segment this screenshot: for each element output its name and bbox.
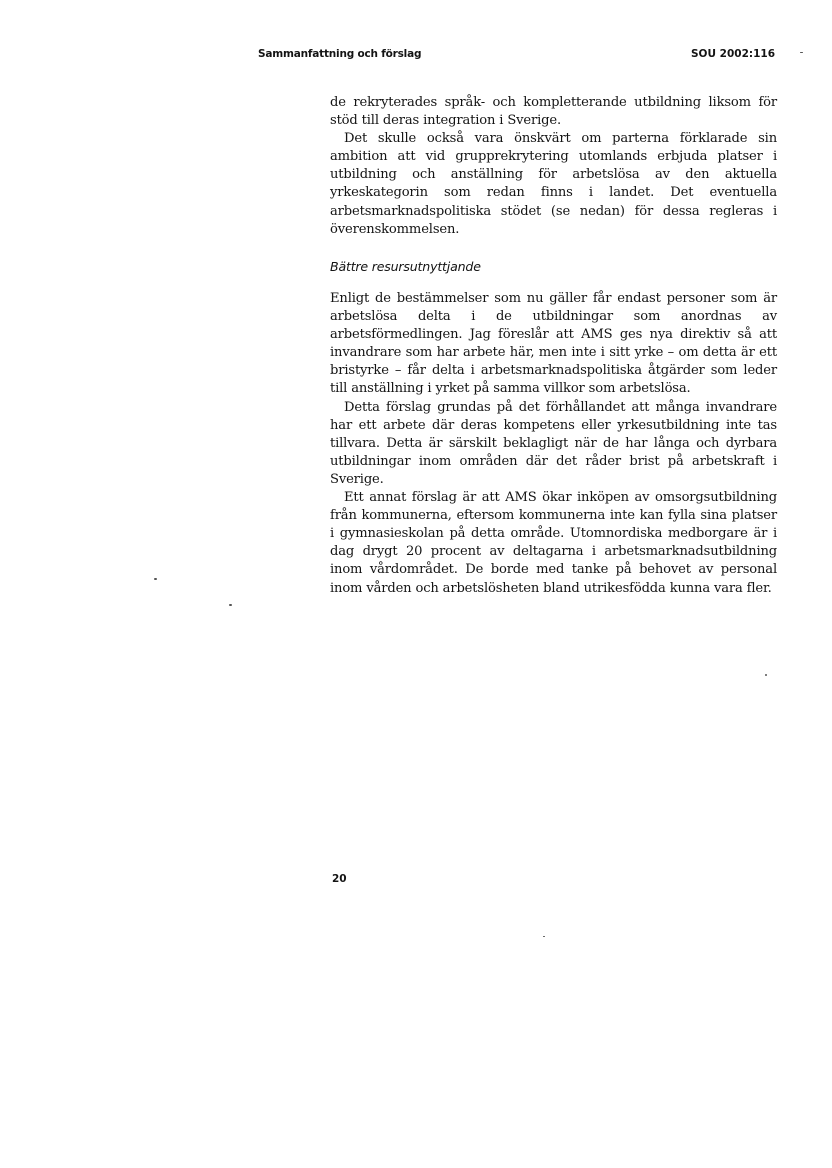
paragraph: Det skulle också vara önskvärt om parterna förklarade sin ambition att vid grupprekrytering utomlands erbjuda platser i utbildning och anställning för arbetslösa av den aktuella yrkeskategorin som redan finns i landet. Det eventuella arbetsmarknadspolitiska stödet (se nedan) för dessa regleras i överenskommelsen. — [330, 131, 777, 237]
scan-speck — [543, 936, 545, 937]
paragraph: Detta förslag grundas på det förhållandet att många invandrare har ett arbete där deras kompetens eller yrkesutbildning inte tas tillvara. Detta är särskilt beklagligt när de har långa och dyrbara utbildningar inom områden där det råder brist på arbetskraft i Sverige. — [330, 399, 777, 487]
scan-speck — [765, 674, 767, 676]
page-number: 20 — [332, 873, 347, 885]
running-header-report-number: SOU 2002:116 — [691, 48, 776, 60]
running-header-title: Sammanfattning och förslag — [258, 48, 422, 60]
text-block-section — [330, 290, 777, 598]
section-heading: Bättre resursutnyttjande — [330, 259, 481, 274]
paragraph: Ett annat förslag är att AMS ökar inköpen av omsorgsutbildning från kommunerna, eftersom kommunerna inte kan fylla sina platser i gymnasieskolan på detta område. Utomnordiska medborgare är i dag drygt 20 procent av deltagarna i arbetsmarknadsutbildning inom vårdområdet. De borde med tanke på behovet av personal inom vården och arbetslösheten bland utrikesfödda kunna vara fler. — [330, 490, 777, 596]
paragraph: Enligt de bestämmelser som nu gäller får endast personer som är arbetslösa delta i de utbildningar som anordnas av arbetsförmedlingen. Jag föreslår att AMS ges nya direktiv så att invandrare som har arbete här, men inte i sitt yrke – om detta är ett bristyrke – får delta i arbetsmarknadspolitiska åtgärder som leder till anställning i yrket på samma villkor som arbetslösa. — [330, 291, 777, 397]
scan-speck — [800, 52, 803, 53]
scan-speck — [154, 578, 157, 580]
paragraph: de rekryterades språk- och kompletterande utbildning liksom för stöd till deras integration i Sverige. — [330, 95, 777, 129]
scan-speck — [229, 604, 232, 606]
text-block-intro — [330, 94, 777, 239]
